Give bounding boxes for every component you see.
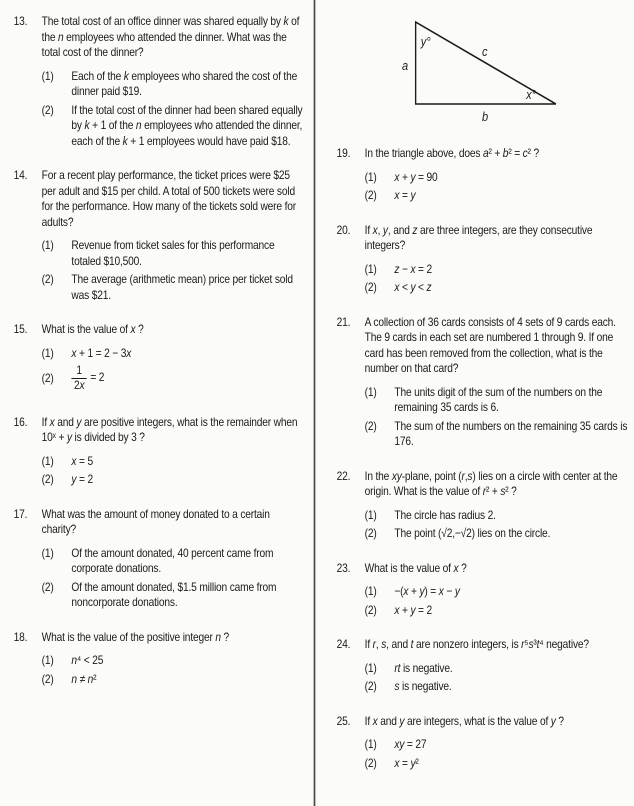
statement-label: (1) xyxy=(41,68,54,83)
left-question-list xyxy=(14,14,303,690)
question-body xyxy=(365,637,628,698)
question-number: 18. xyxy=(13,629,28,644)
question xyxy=(337,637,628,698)
statement xyxy=(42,580,303,611)
statement-label: (1) xyxy=(41,545,54,560)
question-text: What is the value of the positive integer n ? xyxy=(41,629,230,644)
question-body xyxy=(365,146,628,207)
right-column xyxy=(315,14,634,806)
question-number: 21. xyxy=(336,314,351,329)
statement-label: (2) xyxy=(41,472,54,487)
statement-label: (1) xyxy=(364,384,377,399)
question-number: 20. xyxy=(336,222,351,237)
statement xyxy=(365,262,628,278)
question-body xyxy=(42,14,303,152)
question-number: 25. xyxy=(336,713,351,728)
statement-text: The circle has radius 2. xyxy=(394,507,496,522)
statement-text: n ≠ n² xyxy=(71,671,97,686)
statement-label: (1) xyxy=(364,261,377,276)
triangle-hypotenuse-label: c xyxy=(481,44,488,60)
statement-text: n⁴ < 25 xyxy=(71,653,104,668)
statement-label: (2) xyxy=(364,526,377,540)
statement-text: If the total cost of the dinner had been shared equally by k + 1 of the n employees who attended the dinner, each of the k + 1 employees would have paid $18. xyxy=(71,102,303,148)
statement xyxy=(42,454,303,470)
statement-label: (2) xyxy=(364,602,377,617)
statement-text: z − x = 2 xyxy=(394,261,433,276)
triangle-bottom-angle-label: x° xyxy=(526,87,537,103)
statement-text: Revenue from ticket sales for this performance totaled $10,500. xyxy=(71,238,275,268)
question-body xyxy=(365,714,628,775)
statement-text: xy = 27 xyxy=(394,737,427,751)
statement xyxy=(365,385,628,416)
statement-text: x + y = 2 xyxy=(394,602,433,617)
statement-list xyxy=(365,584,628,618)
statement-text: x = y xyxy=(394,188,416,202)
statement-text: The point (√2,−√2) lies on the circle. xyxy=(394,526,551,540)
question-body xyxy=(365,561,628,622)
statement-list xyxy=(42,346,303,393)
statement-list xyxy=(42,653,303,687)
left-column xyxy=(14,14,303,806)
statement-label: (2) xyxy=(364,188,377,202)
question-body xyxy=(42,322,303,399)
question-number: 17. xyxy=(13,506,28,521)
statement xyxy=(365,756,628,772)
question xyxy=(14,14,303,152)
question-text: A collection of 36 cards consists of 4 sets of 9 cards each. The 9 cards in each set are numbered 1 through 9. If one card has been removed from the collection, what is the number on that card? xyxy=(364,314,616,375)
statement-text: The average (arithmetic mean) price per ticket sold was $21. xyxy=(71,272,293,302)
triangle-figure xyxy=(399,14,569,132)
statement-label: (1) xyxy=(41,453,54,468)
question xyxy=(337,315,628,453)
statement-text: x + y = 90 xyxy=(394,169,438,184)
statement-label: (2) xyxy=(364,679,377,693)
question xyxy=(337,714,628,775)
statement xyxy=(365,170,628,186)
statement-label: (2) xyxy=(41,671,54,686)
statement-label: (1) xyxy=(41,653,54,668)
statement-text: s is negative. xyxy=(394,679,452,693)
question-text: If x and y are integers, what is the value of y ? xyxy=(364,713,564,728)
question-text: If x and y are positive integers, what is the remainder when 10ˣ + y is divided by 3 ? xyxy=(41,414,298,445)
statement-list xyxy=(42,69,303,150)
statement-label: (2) xyxy=(364,280,377,294)
statement-label: (1) xyxy=(364,660,377,675)
statement-list xyxy=(42,546,303,611)
question-number: 24. xyxy=(336,637,351,651)
statement-label: (1) xyxy=(364,169,377,184)
question-text: The total cost of an office dinner was shared equally by k of the n employees who attended the dinner. What was the total cost of the dinner? xyxy=(41,14,300,59)
question-number: 13. xyxy=(13,14,28,28)
statement-list xyxy=(365,385,628,450)
question xyxy=(337,561,628,622)
statement-label: (2) xyxy=(41,370,54,385)
statement-text: Of the amount donated, $1.5 million came from noncorporate donations. xyxy=(71,579,277,610)
statement-label: (1) xyxy=(364,507,377,522)
statement-list xyxy=(365,262,628,296)
statement-text: x = 5 xyxy=(71,453,93,468)
statement xyxy=(42,272,303,303)
question-text: What is the value of x ? xyxy=(364,560,467,575)
question xyxy=(337,469,628,545)
statement xyxy=(42,346,303,362)
statement xyxy=(365,603,628,619)
statement xyxy=(365,280,628,296)
statement-text: x < y < z xyxy=(394,280,432,294)
statement-label: (1) xyxy=(364,584,377,598)
question-body xyxy=(42,507,303,614)
question-text: In the triangle above, does a² + b² = c² ? xyxy=(364,146,539,160)
statement-list xyxy=(365,737,628,771)
statement xyxy=(42,69,303,100)
statement xyxy=(365,419,628,450)
question-number: 15. xyxy=(13,322,28,336)
question-text: In the xy-plane, point (r,s) lies on a circle with center at the origin. What is the value of r² + s² ? xyxy=(364,468,618,498)
question-text: If r, s, and t are nonzero integers, is r⁵s³t⁴ negative? xyxy=(364,637,589,651)
statement-label: (2) xyxy=(41,102,54,117)
statement xyxy=(42,238,303,269)
statement-label: (1) xyxy=(41,345,54,360)
statement-label: (2) xyxy=(364,418,377,433)
statement-label: (1) xyxy=(364,737,377,751)
right-question-list xyxy=(337,146,628,774)
question-text: If x, y, and z are three integers, are they consecutive integers? xyxy=(364,222,593,252)
statement-list xyxy=(365,508,628,542)
question-number: 14. xyxy=(13,168,28,182)
statement xyxy=(42,546,303,577)
question xyxy=(14,630,303,691)
statement xyxy=(365,188,628,204)
question-body xyxy=(42,630,303,691)
statement xyxy=(42,672,303,688)
statement-text: −(x + y) = x − y xyxy=(394,584,460,598)
question-number: 16. xyxy=(13,414,28,429)
question-number: 22. xyxy=(336,468,351,483)
statement-list xyxy=(365,170,628,204)
statement-text: Of the amount donated, 40 percent came from corporate donations. xyxy=(71,545,274,576)
statement xyxy=(42,472,303,488)
statement xyxy=(42,364,303,393)
triangle-left-side-label: a xyxy=(402,58,409,74)
statement-label: (1) xyxy=(41,238,54,252)
question-body xyxy=(42,168,303,306)
statement xyxy=(365,584,628,600)
question-body xyxy=(365,315,628,453)
question xyxy=(14,507,303,614)
statement-text: x + 1 = 2 − 3x xyxy=(71,345,132,360)
question-number: 23. xyxy=(336,560,351,575)
statement xyxy=(365,679,628,695)
statement-text: rt is negative. xyxy=(394,660,453,675)
statement-text: $\frac{1}{2x}$ = 2 xyxy=(71,364,302,393)
statement xyxy=(365,661,628,677)
statement-label: (2) xyxy=(364,755,377,770)
statement-list xyxy=(42,238,303,303)
statement xyxy=(42,653,303,669)
statement-text: x = y² xyxy=(394,755,419,770)
question xyxy=(14,322,303,399)
statement xyxy=(365,737,628,753)
question-text: What is the value of x ? xyxy=(41,322,144,336)
statement-label: (2) xyxy=(41,272,54,286)
triangle-top-angle-label: y° xyxy=(420,34,431,50)
question-body xyxy=(365,223,628,299)
statement xyxy=(42,103,303,150)
statement xyxy=(365,508,628,524)
question-body xyxy=(365,469,628,545)
question-text: What was the amount of money donated to a certain charity? xyxy=(41,506,270,537)
question xyxy=(337,146,628,207)
statement-text: Each of the k employees who shared the cost of the dinner paid $19. xyxy=(71,68,298,98)
question-number: 19. xyxy=(336,146,351,160)
statement-text: y = 2 xyxy=(71,472,93,487)
statement-text: The sum of the numbers on the remaining 35 cards is 176. xyxy=(394,418,628,448)
statement xyxy=(365,526,628,542)
question-body xyxy=(42,415,303,491)
question xyxy=(14,168,303,306)
statement-text: The units digit of the sum of the numbers on the remaining 35 cards is 6. xyxy=(394,384,603,414)
triangle-bottom-side-label: b xyxy=(481,109,489,125)
statement-label: (2) xyxy=(41,579,54,594)
statement-list xyxy=(42,454,303,488)
question xyxy=(14,415,303,491)
question-text: For a recent play performance, the ticket prices were $25 per adult and $15 per child. A total of 500 tickets were sold for the performance. How many of the tickets sold were for adults? xyxy=(41,168,296,229)
statement-list xyxy=(365,661,628,695)
question xyxy=(337,223,628,299)
